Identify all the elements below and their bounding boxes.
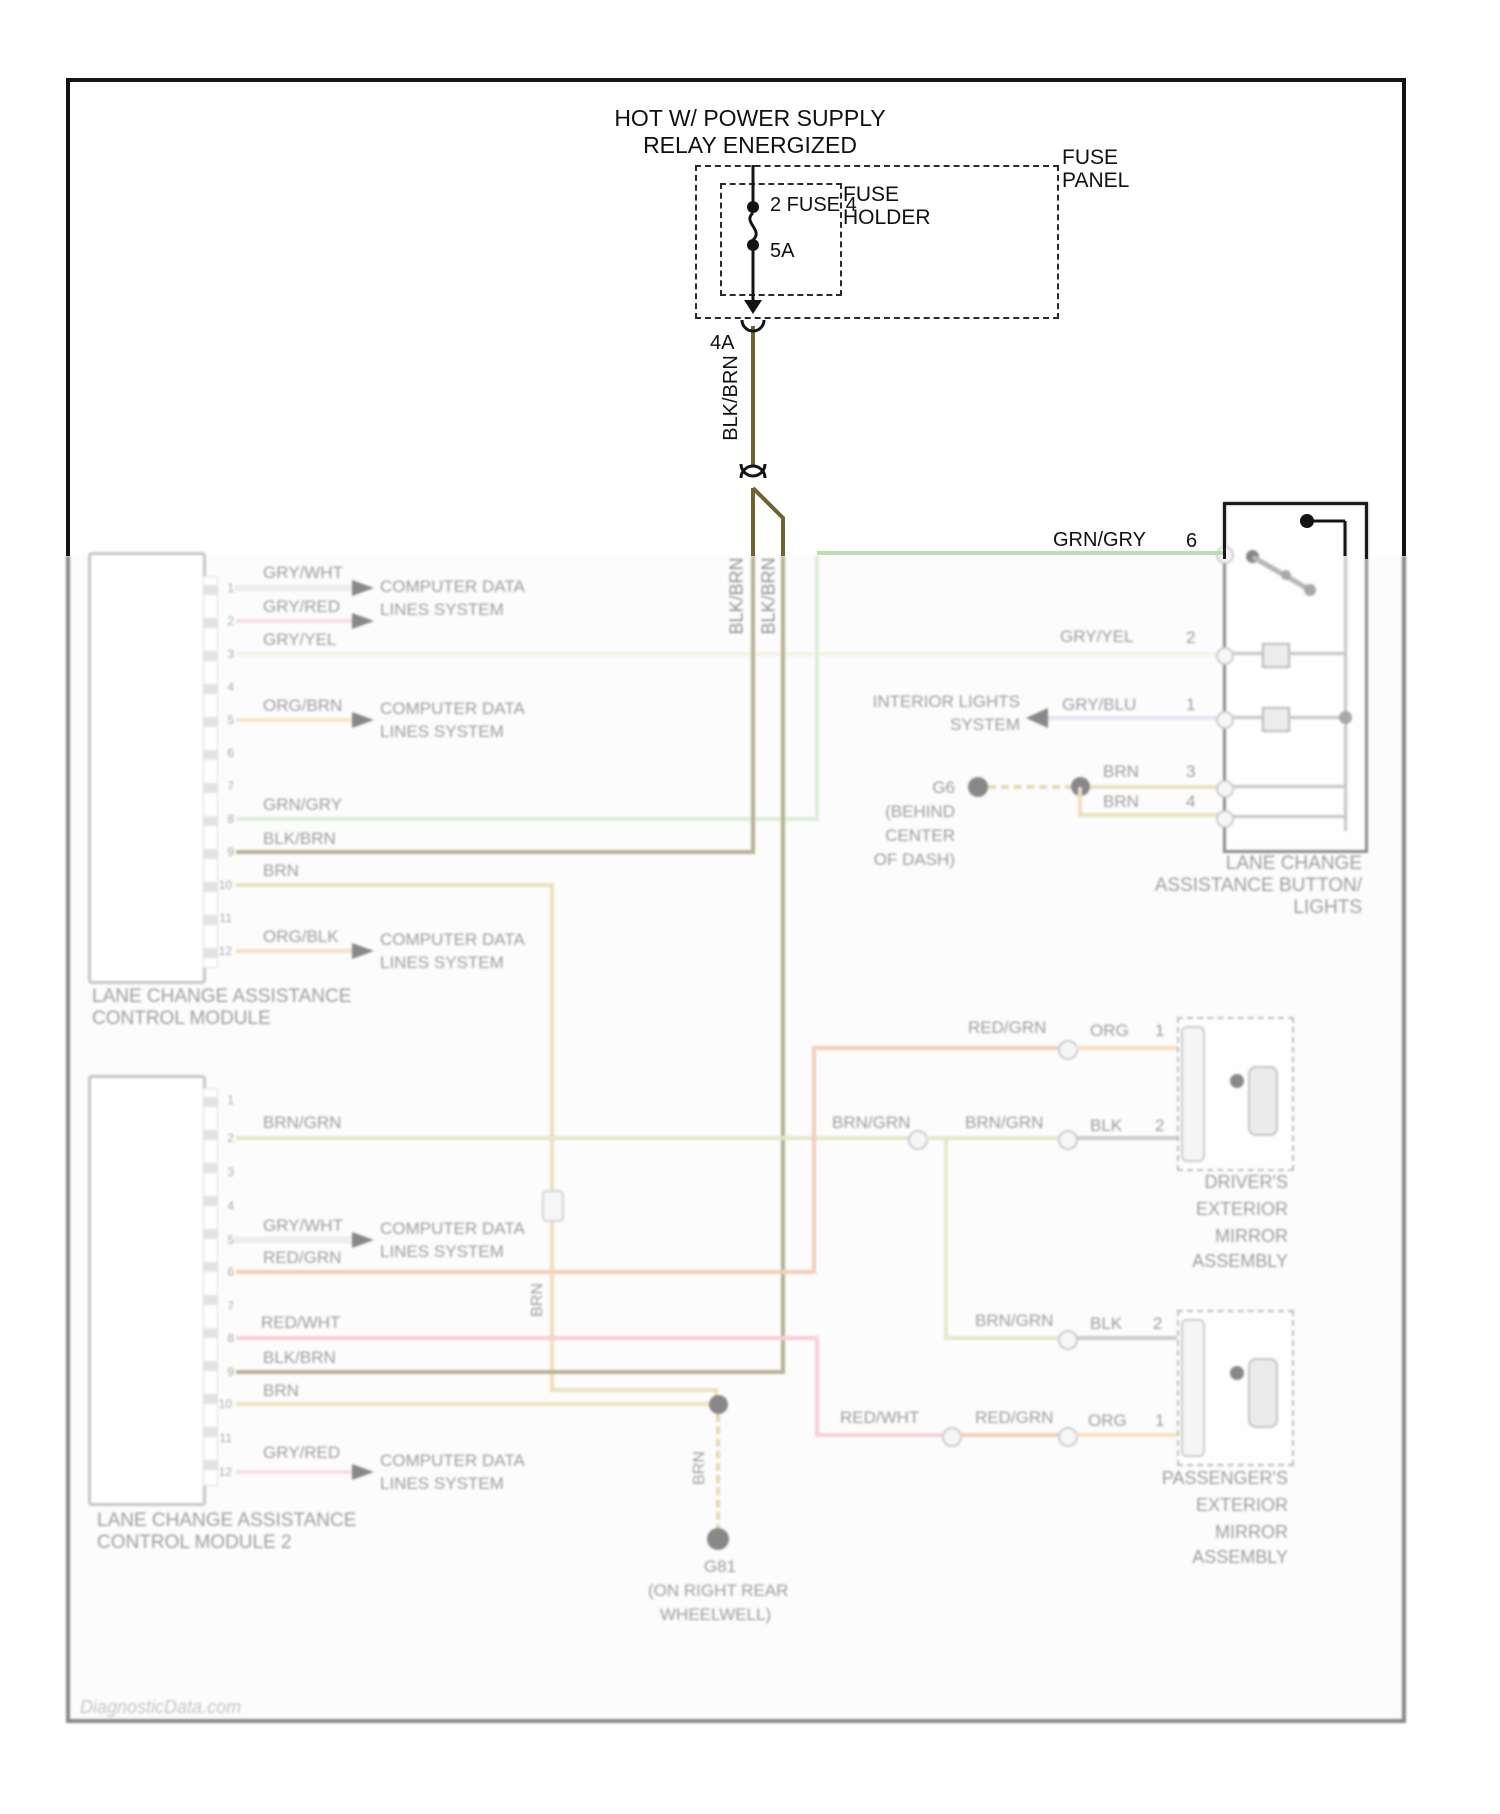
interior-lights-text1: INTERIOR LIGHTS bbox=[872, 692, 1020, 711]
computer-data-text: LINES SYSTEM bbox=[380, 600, 504, 619]
button-pin6-number: 6 bbox=[1186, 530, 1198, 552]
module2-name-line2: CONTROL MODULE 2 bbox=[97, 1532, 292, 1553]
module1-pin-number: 6 bbox=[227, 746, 234, 760]
driver-mirror-name3: MIRROR bbox=[1215, 1226, 1288, 1246]
wire-label-gry-blu: GRY/BLU bbox=[1062, 695, 1137, 714]
module1-pin-number: 11 bbox=[219, 911, 232, 925]
passenger-mirror-name4: ASSEMBLY bbox=[1192, 1547, 1288, 1567]
wire-label-gry-red-m2: GRY/RED bbox=[263, 1443, 341, 1462]
wire-label-grn-gry: GRN/GRY bbox=[263, 795, 343, 814]
driver-mirror-pin2: 2 bbox=[1155, 1116, 1165, 1135]
wire-label-red-wht-bottom: RED/WHT bbox=[840, 1408, 920, 1427]
fuse-id-label: 2 FUSE 4 bbox=[770, 194, 857, 216]
button-pin3-number: 3 bbox=[1186, 762, 1196, 781]
module2-pin-number: 3 bbox=[227, 1165, 234, 1179]
fuse-rating-label: 5A bbox=[770, 240, 795, 262]
ground-rear-loc2: WHEELWELL) bbox=[660, 1605, 772, 1624]
ground-rear-loc1: (ON RIGHT REAR bbox=[648, 1581, 789, 1600]
computer-data-text: LINES SYSTEM bbox=[380, 953, 504, 972]
computer-data-text: COMPUTER DATA bbox=[380, 1451, 525, 1470]
wire-label-blk-brn-trunk-right: BLK/BRN bbox=[758, 557, 779, 635]
button-name-line3: LIGHTS bbox=[1293, 897, 1362, 918]
module2-pin-number: 12 bbox=[218, 1465, 232, 1479]
computer-data-text: COMPUTER DATA bbox=[380, 930, 525, 949]
power-source-title-line2: RELAY ENERGIZED bbox=[643, 132, 857, 158]
driver-mirror-name1: DRIVER'S bbox=[1204, 1172, 1288, 1192]
wire-label-brn-dashed: BRN bbox=[690, 1451, 708, 1485]
wire-label-org-driver: ORG bbox=[1090, 1021, 1129, 1040]
module1-pin-number: 1 bbox=[227, 581, 234, 595]
wire-label-red-grn-m2: RED/GRN bbox=[263, 1248, 342, 1267]
module2-pin-number: 7 bbox=[227, 1299, 234, 1313]
driver-mirror-pin1: 1 bbox=[1155, 1021, 1165, 1040]
wire-label-red-grn-bottom: RED/GRN bbox=[975, 1408, 1054, 1427]
module1-pin-number: 2 bbox=[227, 614, 234, 628]
wire-label-brn-m2: BRN bbox=[263, 1381, 299, 1400]
module1-pin-number: 5 bbox=[227, 713, 234, 727]
wire-label-org-brn: ORG/BRN bbox=[263, 696, 343, 715]
module1-name-line2: CONTROL MODULE bbox=[92, 1008, 271, 1029]
driver-mirror-name4: ASSEMBLY bbox=[1192, 1251, 1288, 1271]
computer-data-text: LINES SYSTEM bbox=[380, 1474, 504, 1493]
module2-pin-number: 10 bbox=[218, 1397, 232, 1411]
module1-pin-number: 12 bbox=[218, 944, 232, 958]
module2-pin-number: 8 bbox=[227, 1331, 234, 1345]
wire-label-brn-trunk: BRN bbox=[528, 1283, 546, 1317]
module2-pin-number: 6 bbox=[227, 1265, 234, 1279]
ground-rear-name: G81 bbox=[703, 1557, 737, 1576]
wire-label-gry-wht: GRY/WHT bbox=[263, 563, 343, 582]
watermark-text: DiagnosticData.com bbox=[80, 1697, 242, 1717]
wire-label-brn-grn-right: BRN/GRN bbox=[965, 1113, 1044, 1132]
wire-label-grn-gry-top: GRN/GRY bbox=[1053, 529, 1146, 551]
module1-pin-number: 10 bbox=[218, 878, 232, 892]
passenger-mirror-name1: PASSENGER'S bbox=[1161, 1468, 1288, 1488]
module1-pin-number: 3 bbox=[227, 647, 234, 661]
computer-data-text: COMPUTER DATA bbox=[380, 699, 525, 718]
module2-pin-number: 1 bbox=[227, 1093, 234, 1107]
module2-pin-number: 2 bbox=[227, 1131, 234, 1145]
module1-pin-number: 4 bbox=[227, 680, 234, 694]
module2-pin-number: 5 bbox=[227, 1233, 234, 1247]
module2-pin-number: 4 bbox=[227, 1199, 234, 1213]
module2-pin-number: 9 bbox=[227, 1365, 234, 1379]
wire-label-brn-grn: BRN/GRN bbox=[263, 1113, 342, 1132]
fuse-panel-label-line2: PANEL bbox=[1062, 169, 1130, 192]
wire-label-blk-pass: BLK bbox=[1090, 1314, 1123, 1333]
wire-label-blk-brn-feed: BLK/BRN bbox=[720, 355, 742, 441]
passenger-mirror-pin2: 2 bbox=[1153, 1314, 1163, 1333]
wire-label-brn-grn-mid: BRN/GRN bbox=[832, 1113, 911, 1132]
wire-label-gry-red: GRY/RED bbox=[263, 597, 341, 616]
module1-pin-number: 8 bbox=[227, 812, 234, 826]
ground-dash-loc3: OF DASH) bbox=[873, 850, 955, 869]
wire-label-red-wht: RED/WHT bbox=[261, 1313, 341, 1332]
module1-name-line1: LANE CHANGE ASSISTANCE bbox=[92, 986, 352, 1007]
button-name-line2: ASSISTANCE BUTTON/ bbox=[1154, 875, 1362, 896]
power-source-title-line1: HOT W/ POWER SUPPLY bbox=[614, 105, 886, 131]
wire-label-red-grn-top: RED/GRN bbox=[968, 1018, 1047, 1037]
wire-label-brn-pin4: BRN bbox=[1103, 792, 1139, 811]
passenger-mirror-pin1: 1 bbox=[1155, 1411, 1165, 1430]
wire-label-blk-brn: BLK/BRN bbox=[263, 829, 336, 848]
wire-label-gry-wht-m2: GRY/WHT bbox=[263, 1216, 343, 1235]
fuse-holder-label-line2: HOLDER bbox=[843, 206, 931, 229]
wire-label-gry-yel-right: GRY/YEL bbox=[1060, 627, 1134, 646]
button-pin1-number: 1 bbox=[1186, 695, 1196, 714]
module2-pin-number: 11 bbox=[219, 1431, 232, 1445]
wire-label-brn-pin3: BRN bbox=[1103, 762, 1139, 781]
ground-dash-name: G6 bbox=[932, 778, 955, 797]
button-name-line1: LANE CHANGE bbox=[1225, 853, 1362, 874]
computer-data-text: LINES SYSTEM bbox=[380, 1242, 504, 1261]
module2-name-line1: LANE CHANGE ASSISTANCE bbox=[97, 1510, 357, 1531]
fuse-holder-label-line1: FUSE bbox=[843, 183, 900, 206]
wire-label-gry-yel: GRY/YEL bbox=[263, 630, 337, 649]
ground-dash-loc2: CENTER bbox=[885, 826, 955, 845]
button-pin4-number: 4 bbox=[1186, 792, 1196, 811]
module1-pin-number: 9 bbox=[227, 845, 234, 859]
driver-mirror-name2: EXTERIOR bbox=[1195, 1199, 1288, 1219]
wire-label-brn-grn-pass: BRN/GRN bbox=[975, 1311, 1054, 1330]
interior-lights-text2: SYSTEM bbox=[950, 715, 1020, 734]
wire-label-org-blk: ORG/BLK bbox=[263, 927, 339, 946]
button-pin2-number: 2 bbox=[1186, 628, 1196, 647]
passenger-mirror-name2: EXTERIOR bbox=[1195, 1495, 1288, 1515]
computer-data-text: LINES SYSTEM bbox=[380, 722, 504, 741]
wire-label-brn: BRN bbox=[263, 861, 299, 880]
wire-label-blk-driver: BLK bbox=[1090, 1116, 1123, 1135]
fuse-panel-label-line1: FUSE bbox=[1062, 146, 1119, 169]
passenger-mirror-name3: MIRROR bbox=[1215, 1522, 1288, 1542]
module1-pin-number: 7 bbox=[227, 779, 234, 793]
computer-data-text: COMPUTER DATA bbox=[380, 1219, 525, 1238]
wire-label-blk-brn-trunk-left: BLK/BRN bbox=[726, 557, 747, 635]
ground-dash-loc1: (BEHIND bbox=[885, 802, 955, 821]
wire-label-org-pass: ORG bbox=[1088, 1411, 1127, 1430]
wire-label-blk-brn-m2: BLK/BRN bbox=[263, 1348, 336, 1367]
fuse-output-pin-label: 4A bbox=[710, 332, 735, 354]
computer-data-text: COMPUTER DATA bbox=[380, 577, 525, 596]
